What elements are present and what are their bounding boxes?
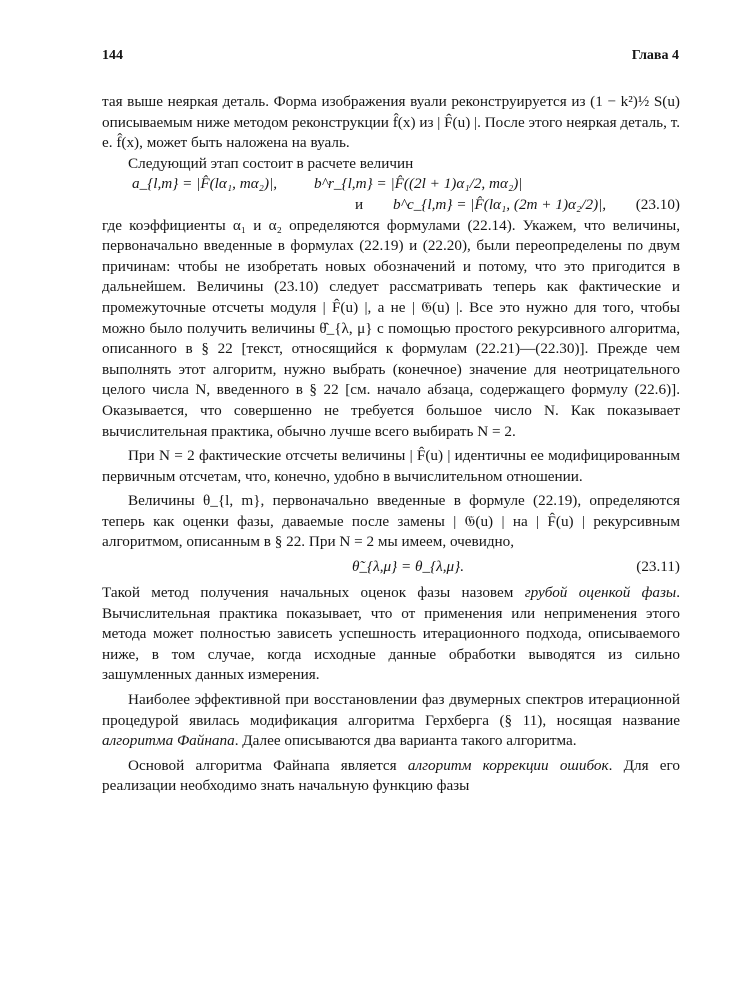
paragraph-8-text-a: Основой алгоритма Файнапа является — [128, 756, 408, 774]
equation-number-23-10: (23.10) — [635, 195, 680, 213]
paragraph-6 — [102, 583, 680, 686]
paragraph-7-text-a: Наиболее эффективной при восстановлении фаз двумерных спектров итерационной процедурой явилась модификация алгоритма Герхберга (§ 11), носящая название — [102, 691, 680, 729]
running-header — [102, 48, 679, 70]
paragraph-1: тая выше неяркая деталь. Форма изображения вуали реконструируется из (1 − k²)½ S(u) описываемым ниже методом реконструкции f̂(x) из | F̂(u) |. После этого неяркая деталь, т. е. f̂(x), может быть наложена на вуаль. — [102, 93, 680, 152]
paragraph-6-text-a: Такой метод получения начальных оценок фазы назовем — [102, 584, 525, 602]
formula-and: и — [355, 195, 364, 213]
formula-br: b^r_{l,m} = |F̂((2l + 1)α₁/2, mα₂)| — [314, 175, 523, 193]
term-fienup-algorithm: алгоритма Файнапа — [102, 732, 235, 750]
page-number: 144 — [102, 48, 123, 63]
equation-23-11-body: θ̃_{λ,μ} = θ_{λ,μ}. — [352, 558, 465, 576]
paragraph-3: где коэффициенты α₁ и α₂ определяются формулами (22.14). Укажем, что величины, первоначально введенные в формулах (22.19) и (22.20), были переопределены по двум причинам: чтобы не изобретать новых обозначений и потому, что это пригодится в дальнейшем. Величины (23.10) следует рассматривать теперь как фактические и промежуточные отсчеты модуля | F̂(u) |, а не | 𝔊(u) |. Все это нужно для того, чтобы можно было получить величины θ̂_{λ, μ} с помощью простого рекурсивного алгоритма, описанного в § 22 [текст, относящийся к формулам (22.21)—(22.30)]. Прежде чем выполнять этот алгоритм, нужно выбрать (конечное) значение для неотрицательного целого числа N, введенного в § 22 [см. начало абзаца, содержащего формулу (22.6)]. Оказывается, что совершенно не требуется большое число N. Как показывает вычислительная практика, обычно лучше всего выбирать N = 2. — [102, 216, 680, 440]
paragraph-7-text-b: . Далее описываются два варианта такого алгоритма. — [234, 732, 577, 750]
formula-bc: b^c_{l,m} = |F̂(lα₁, (2m + 1)α₂/2)|, — [393, 195, 607, 213]
paragraph-8-text-b: . Для его реализации необходимо знать начальную функцию фазы — [102, 756, 680, 795]
paragraph-7 — [102, 690, 680, 752]
formula-a: a_{l,m} = |F̂(lα₁, mα₂)|, — [132, 175, 277, 193]
paragraph-8 — [102, 756, 680, 797]
term-error-reduction-algorithm: алгоритм коррекции ошибок — [407, 756, 609, 774]
term-rough-phase-estimate: грубой оценкой фазы — [524, 584, 677, 602]
equation-number-23-11: (23.11) — [636, 558, 680, 576]
paragraph-4: При N = 2 фактические отсчеты величины | F̂(u) | идентичны ее модифицированным первичным отсчетам, что, конечно, удобно в вычислительном отношении. — [102, 447, 680, 485]
formula-23-10-line-2 — [102, 195, 680, 216]
paragraph-2: Следующий этап состоит в расчете величин — [128, 154, 414, 172]
chapter-title: Глава 4 — [631, 48, 679, 63]
formula-23-10-line-1 — [102, 174, 680, 195]
equation-23-11 — [102, 557, 680, 579]
page-body — [102, 92, 680, 797]
paragraph-5: Величины θ_{l, m}, первоначально введенные в формуле (22.19), определяются теперь как оценки фазы, даваемые после замены | 𝔊(u) | на | F̂(u) | рекурсивным алгоритмом, описанным в § 22. При N = 2 мы имеем, очевидно, — [102, 492, 680, 551]
paragraph-6-text-b: . Вычислительная практика показывает, что от применения или неприменения этого метода может полностью зависеть успешность итерационного подхода, описываемого ниже, в том случае, когда исходные данные обработки выводятся из сильно зашумленных данных измерения. — [102, 584, 681, 684]
